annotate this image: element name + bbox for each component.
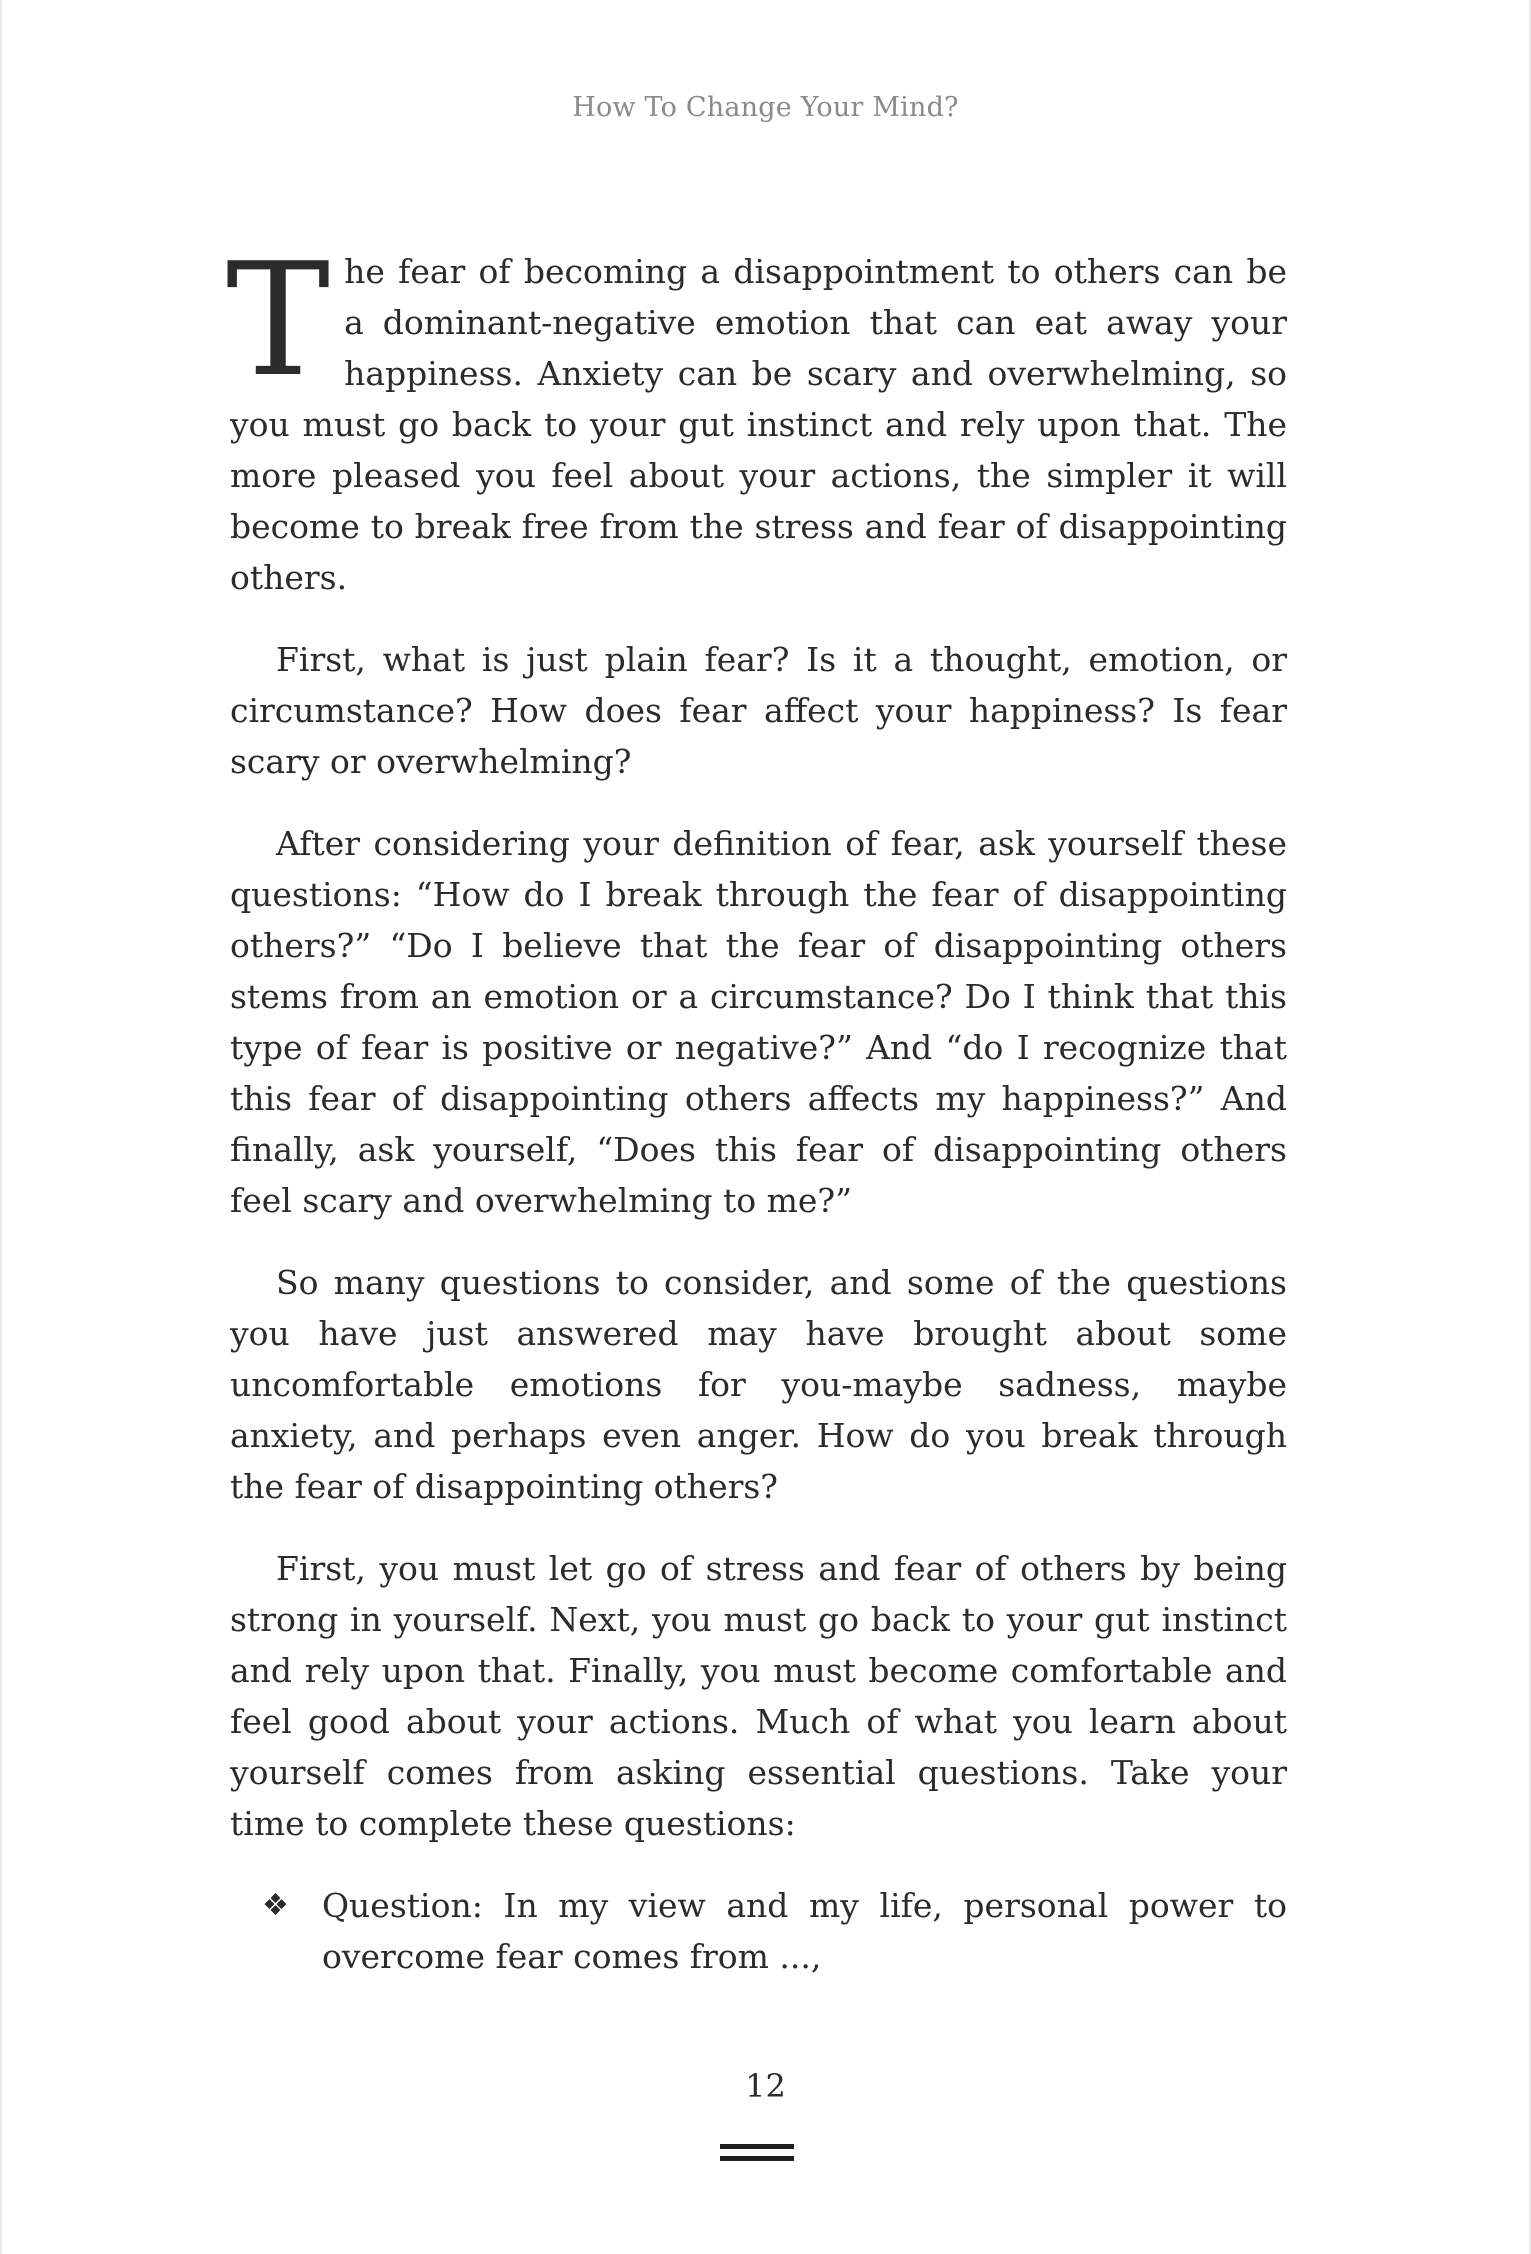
- paragraph-4: So many questions to consider, and some of the questions you have just answered may have brought about some uncomfortable emotions for you-maybe sadness, maybe anxiety, and perhaps even anger. How do you break through the fear of disappointing others?: [230, 1263, 1287, 1506]
- paragraph-2: First, what is just plain fear? Is it a thought, emotion, or circumstance? How does fear affect your happiness? Is fear scary or overwhelming?: [230, 640, 1287, 781]
- running-header-title: How To Change Your Mind?: [572, 92, 959, 123]
- drop-cap: T: [226, 229, 331, 411]
- footer-rule-bottom: [720, 2156, 794, 2161]
- bullet-item-text: Question: In my view and my life, personal power to overcome fear comes from ...,: [322, 1886, 1287, 1976]
- paragraph-5: First, you must let go of stress and fear of others by being strong in yourself. Next, you must go back to your gut instinct and rely upon that. Finally, you must become comfortable and feel good about your actions. Much of what you learn about yourself comes from asking essential questions. Take your time to complete these questions:: [230, 1549, 1287, 1843]
- paragraph-1: [226, 229, 1287, 603]
- paragraph-1-text: he fear of becoming a disappointment to others can be a dominant-negative emotion that can eat away your happiness. Anxiety can be scary and overwhelming, so you must go back to your gut instinct and rely upon that. The more pleased you feel about your actions, the simpler it will become to break free from the stress and fear of disappointing others.: [230, 252, 1287, 597]
- paragraph-3: After considering your definition of fear, ask yourself these questions: “How do I break through the fear of disappointing others?” “Do I believe that the fear of disappointing others stems from an emotion or a circumstance? Do I think that this type of fear is positive or negative?” And “do I recognize that this fear of disappointing others affects my happiness?” And finally, ask yourself, “Does this fear of disappointing others feel scary and overwhelming to me?”: [230, 824, 1287, 1220]
- page-number: 12: [745, 2067, 786, 2105]
- diamond-bullet-icon: ❖: [262, 1888, 289, 1923]
- bullet-item: [230, 1880, 1287, 1982]
- footer-rule-top: [720, 2144, 794, 2149]
- body-text: [226, 229, 1287, 1982]
